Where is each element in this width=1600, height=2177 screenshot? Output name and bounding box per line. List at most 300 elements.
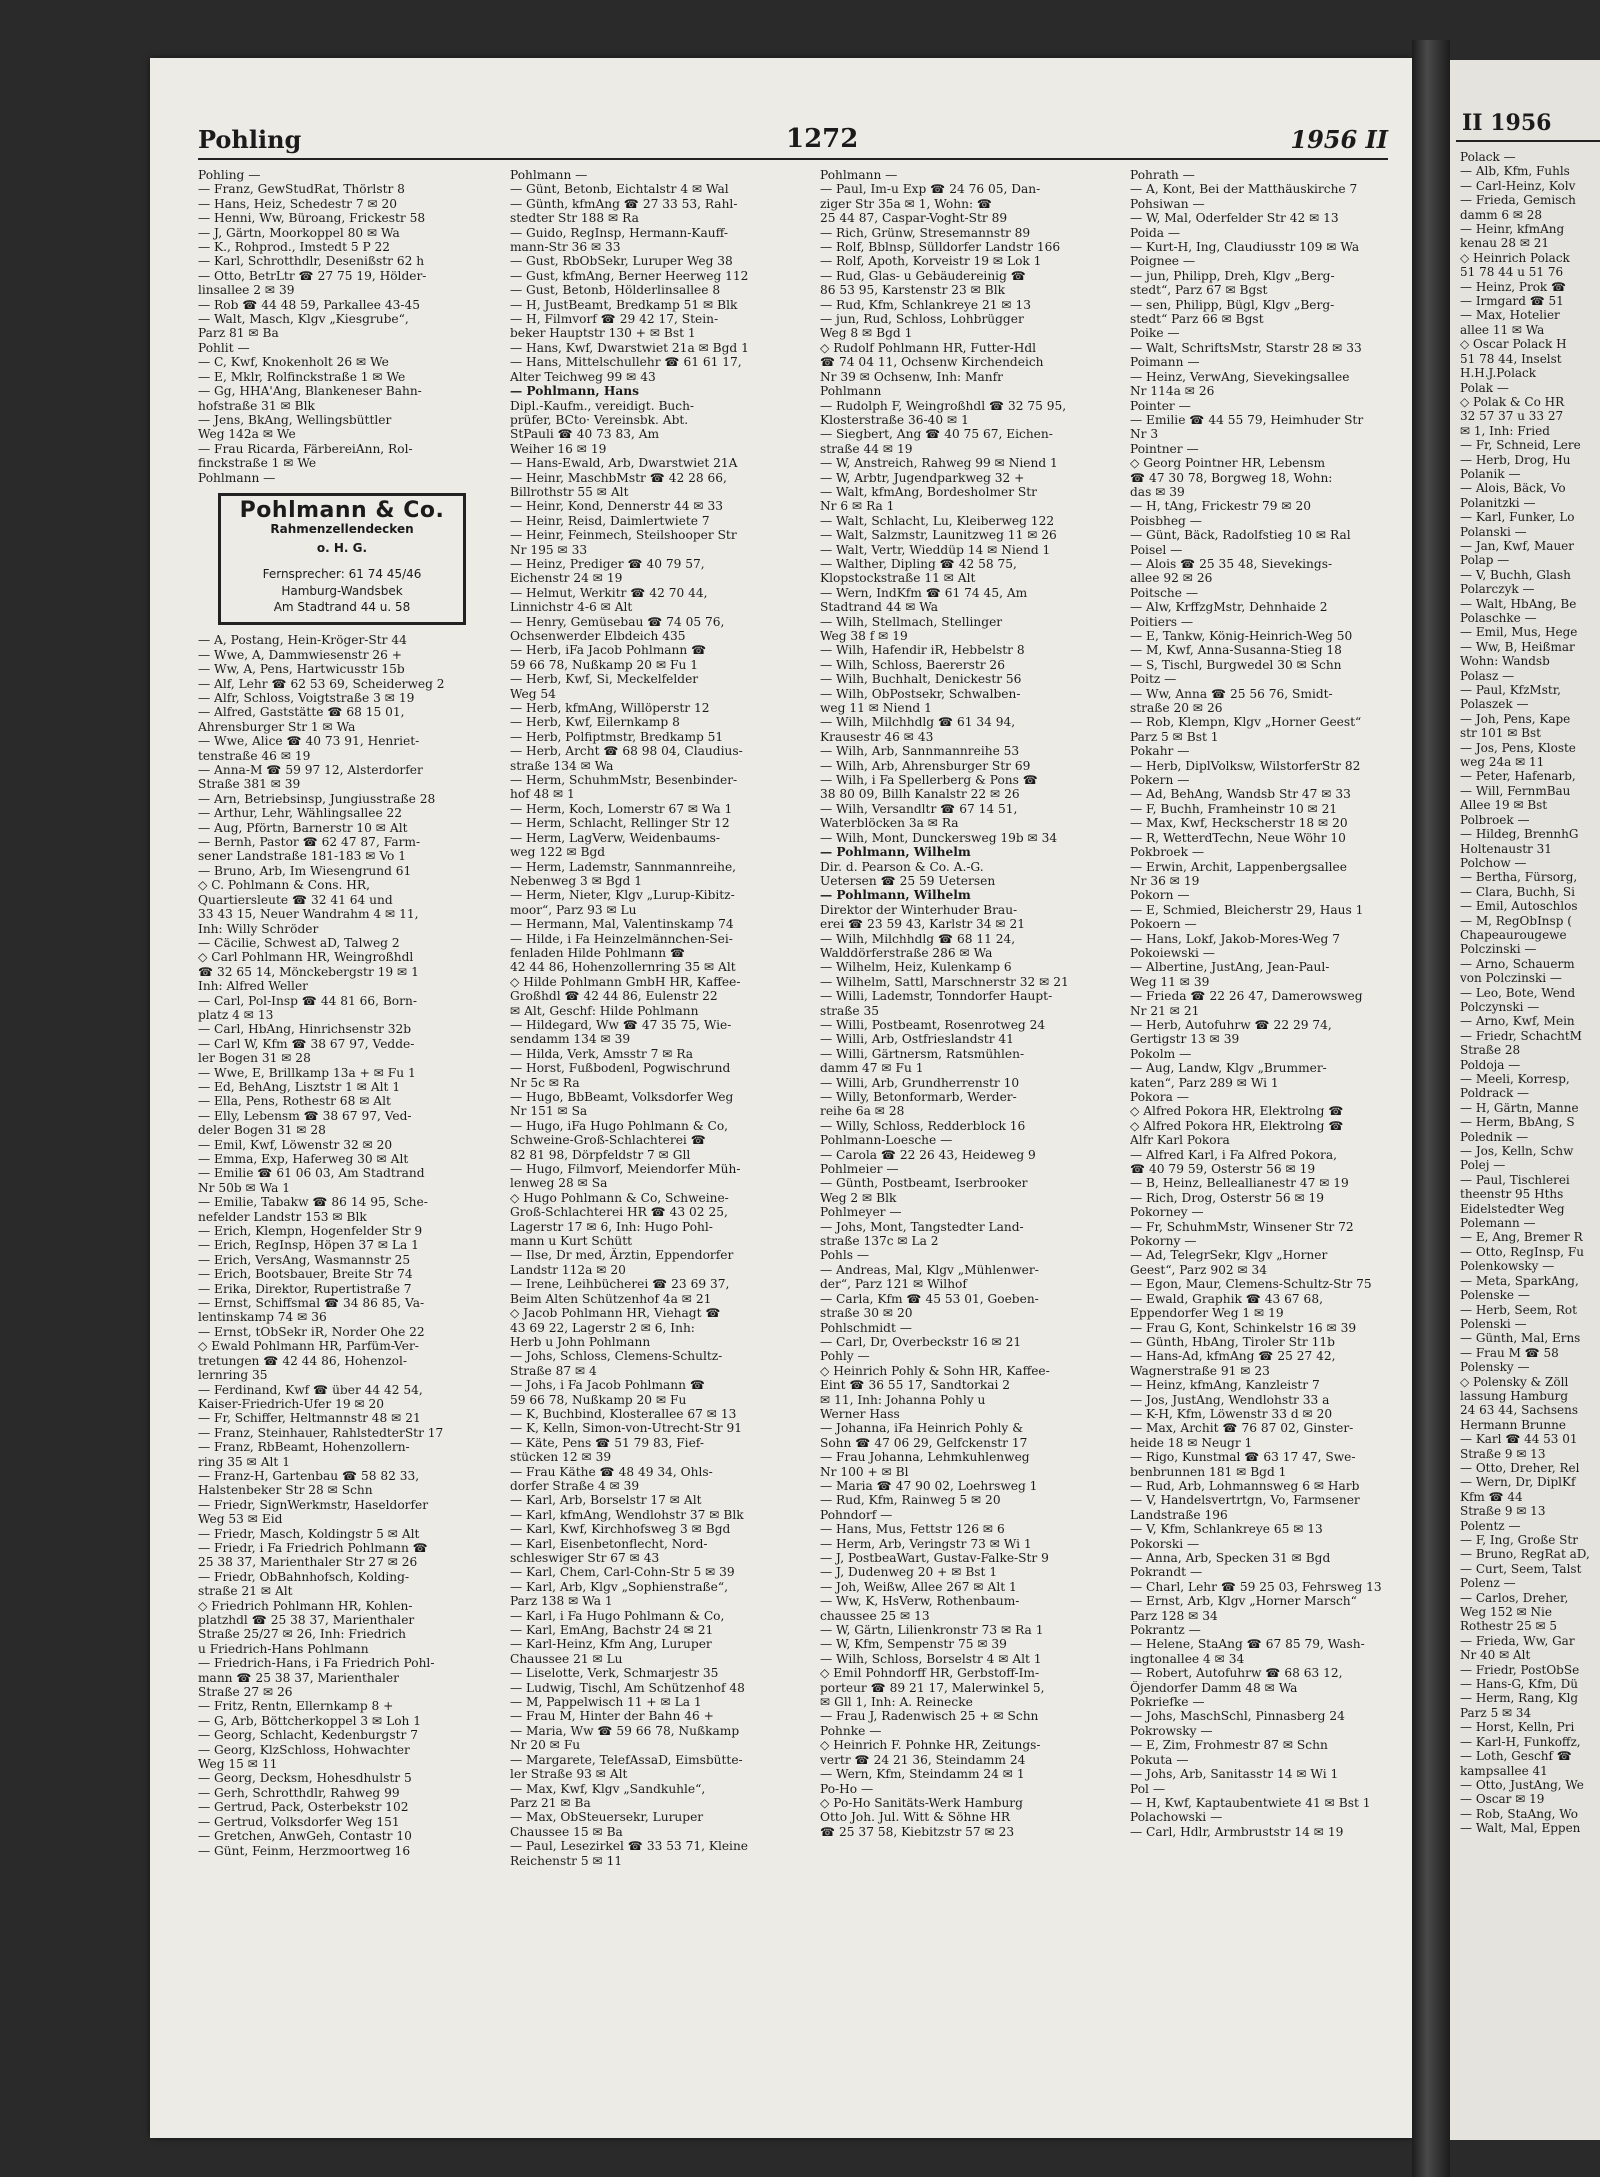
directory-entry-line: — Gust, Betonb, Hölderlinsallee 8 — [510, 283, 721, 298]
directory-entry-line: vertr ☎ 24 21 36, Steindamm 24 — [820, 1752, 1026, 1767]
directory-entry-line: Sohn ☎ 47 06 29, Gelfckenstr 17 — [820, 1435, 1028, 1450]
directory-entry-line: Nr 3 — [1130, 427, 1159, 442]
directory-entry-line: Straße 25/27 ✉ 26, Inh: Friedrich — [198, 1627, 406, 1642]
directory-entry-line: — Carola ☎ 22 26 43, Heideweg 9 — [820, 1147, 1036, 1162]
directory-entry-line: Polachowski — — [1130, 1810, 1223, 1825]
facing-entry-line: Chapeaurougewe — [1460, 927, 1567, 942]
directory-entry-line: — Walt, Salzmstr, Launitzweg 11 ✉ 26 — [820, 528, 1057, 543]
directory-entry-line: — Franz, GewStudRat, Thörlstr 8 — [198, 182, 405, 197]
directory-entry-line: — Wwe, Alice ☎ 40 73 91, Henriet- — [198, 734, 420, 749]
directory-entry-line: Pointner — — [1130, 441, 1199, 456]
directory-entry-line: — Paul, Lesezirkel ☎ 33 53 71, Kleine — [510, 1839, 749, 1854]
directory-entry-line: — Wilhelm, Heiz, Kulenkamp 6 — [820, 960, 1012, 975]
directory-page — [150, 58, 1412, 2138]
column-2 — [510, 168, 800, 2078]
directory-entry-line: — K, Buchbind, Klosterallee 67 ✉ 13 — [510, 1406, 737, 1421]
facing-entry-line: Poldrack — — [1460, 1086, 1530, 1101]
directory-entry-line: — Herm, Arb, Veringstr 73 ✉ Wi 1 — [820, 1536, 1032, 1551]
directory-entry-line: — Hilda, Verk, Amsstr 7 ✉ Ra — [510, 1046, 694, 1061]
facing-entry-line: Polednik — — [1460, 1129, 1529, 1144]
directory-entry-line: — Heinr, Kond, Dennerstr 44 ✉ 33 — [510, 499, 723, 514]
directory-entry-line: — Albertine, JustAng, Jean-Paul- — [1130, 960, 1330, 975]
directory-entry-line: — Karl, Schrotthdlr, Desenißstr 62 h — [198, 254, 425, 269]
directory-entry-line: — E, Schmied, Bleicherstr 29, Haus 1 — [1130, 902, 1364, 917]
facing-entry-line: — Ww, B, Heißmar — [1460, 639, 1575, 654]
facing-entry-line: — Arno, Kwf, Mein — [1460, 1014, 1575, 1029]
directory-entry-line: — F, Buchh, Framheinstr 10 ✉ 21 — [1130, 801, 1338, 816]
directory-entry-line: 33 43 15, Neuer Wandrahm 4 ✉ 11, — [198, 907, 419, 922]
directory-entry-line: Pokorski — — [1130, 1536, 1200, 1551]
directory-entry-line: — Andreas, Mal, Klgv „Mühlenwer- — [820, 1262, 1039, 1277]
facing-entry-line: Polej — — [1460, 1158, 1506, 1173]
directory-entry-line: Pohlit — — [198, 340, 250, 355]
directory-entry-line: — E, Tankw, König-Heinrich-Weg 50 — [1130, 629, 1353, 643]
directory-entry-line: ◇ Alfred Pokora HR, Elektrolng ☎ — [1130, 1118, 1344, 1133]
directory-entry-line: der“, Parz 121 ✉ Wilhof — [820, 1277, 967, 1292]
directory-entry-line: linsallee 2 ✉ 39 — [198, 283, 295, 298]
directory-entry-line: Nr 195 ✉ 33 — [510, 542, 588, 557]
directory-entry-line: — Hugo, iFa Hugo Pohlmann & Co, — [510, 1118, 729, 1133]
directory-entry-line: — Elly, Lebensm ☎ 38 67 97, Ved- — [198, 1108, 412, 1123]
directory-entry-line: — Herb, DiplVolksw, WilstorferStr 82 — [1130, 758, 1361, 773]
facing-entry-line: Polczinski — — [1460, 942, 1537, 957]
directory-entry-line: — Hugo, Filmvorf, Meiendorfer Müh- — [510, 1162, 741, 1177]
directory-entry-line: — Bernh, Pastor ☎ 62 47 87, Farm- — [198, 835, 421, 850]
directory-entry-line: — Emilie ☎ 61 06 03, Am Stadtrand — [198, 1166, 425, 1181]
facing-entry-line: — Emil, Autoschlos — [1460, 899, 1578, 914]
directory-entry-line: Pohnke — — [820, 1723, 882, 1738]
directory-entry-line: — Johs, i Fa Jacob Pohlmann ☎ — [510, 1378, 706, 1393]
directory-entry-line: u Friedrich-Hans Pohlmann — [198, 1641, 369, 1656]
directory-entry-line: Inh: Willy Schröder — [198, 921, 319, 936]
directory-entry-line: Pohling — — [198, 168, 261, 182]
directory-entry-line: Pokbroek — — [1130, 845, 1205, 860]
directory-entry-line: — J, Dudenweg 20 + ✉ Bst 1 — [820, 1565, 998, 1580]
directory-entry-line: — Hans, Kwf, Dwarstwiet 21a ✉ Bgd 1 — [510, 340, 749, 355]
directory-entry-line: Parz 81 ✉ Ba — [198, 326, 279, 341]
advert-line2: o. H. G. — [316, 540, 368, 555]
directory-entry-line: — Wilh, Stellmach, Stellinger — [820, 614, 1003, 629]
directory-entry-line: prüfer, BCto· Vereinsbk. Abt. — [510, 412, 689, 427]
facing-entry-line: — Curt, Seem, Talst — [1460, 1561, 1582, 1576]
directory-entry-line: — Karl-Heinz, Kfm Ang, Luruper — [510, 1637, 712, 1652]
directory-entry-line: Pokern — — [1130, 773, 1190, 788]
directory-entry-line: Straße 27 ✉ 26 — [198, 1685, 293, 1700]
facing-entry-line: — Wern, Dr, DiplKf — [1460, 1475, 1576, 1490]
directory-entry-line: beker Hauptstr 130 + ✉ Bst 1 — [510, 326, 696, 341]
facing-entry-line: Straße 28 — [1460, 1043, 1521, 1058]
directory-entry-line: sener Landstraße 181-183 ✉ Vo 1 — [198, 849, 406, 864]
directory-entry-line: — Emil, Kwf, Löwenstr 32 ✉ 20 — [198, 1137, 393, 1152]
directory-entry-line: stedt“, Parz 67 ✉ Bgst — [1130, 283, 1268, 298]
directory-entry-line: ☎ 74 04 11, Ochsenw Kirchendeich — [820, 355, 1044, 370]
directory-entry-line: — Herm, Schlacht, Rellinger Str 12 — [510, 816, 730, 831]
directory-entry-line: fenladen Hilde Pohlmann ☎ — [510, 945, 686, 960]
directory-entry-line: — Günth, HbAng, Tiroler Str 11b — [1130, 1334, 1335, 1349]
directory-entry-line: — Walt, Masch, Klgv „Kiesgrube“, — [198, 312, 409, 327]
directory-entry-line: — Cäcilie, Schwest aD, Talweg 2 — [198, 935, 400, 950]
book-gutter — [1412, 40, 1450, 2177]
facing-entry-line: — Loth, Geschf ☎ — [1460, 1749, 1572, 1764]
directory-entry-line: — K., Rohprod., Imstedt 5 P 22 — [198, 240, 391, 255]
directory-entry-line: lenweg 28 ✉ Sa — [510, 1176, 608, 1191]
directory-entry-line: — Rob, Klempn, Klgv „Horner Geest“ — [1130, 715, 1362, 730]
directory-entry-line: — Karl, EmAng, Bachstr 24 ✉ 21 — [510, 1623, 714, 1638]
directory-entry-line: Pokahr — — [1130, 744, 1190, 759]
directory-entry-line: — Wilh, Schloss, Borselstr 4 ✉ Alt 1 — [820, 1651, 1042, 1666]
directory-entry-line: mann-Str 36 ✉ 33 — [510, 240, 621, 255]
directory-entry-line: — Friedr, ObBahnhofsch, Kolding- — [198, 1569, 410, 1584]
directory-entry-line: — R, WetterdTechn, Neue Wöhr 10 — [1130, 830, 1346, 845]
directory-entry-line: — Johs, MaschSchl, Pinnasberg 24 — [1130, 1709, 1345, 1724]
directory-entry-line: — Günt, Bäck, Radolfstieg 10 ✉ Ral — [1130, 528, 1351, 543]
directory-entry-line: — Emma, Exp, Haferweg 30 ✉ Alt — [198, 1152, 409, 1166]
facing-entry-line: 32 57 37 u 33 27 — [1460, 409, 1564, 424]
directory-entry-line: — Ad, TelegrSekr, Klgv „Horner — [1130, 1248, 1328, 1263]
facing-entry-line: — Walt, HbAng, Be — [1460, 596, 1577, 611]
header-left: Pohling — [198, 125, 302, 154]
directory-entry-line: — Karl, Kwf, Kirchhofsweg 3 ✉ Bgd — [510, 1522, 731, 1537]
directory-entry-line: Groß-Schlachterei HR ☎ 43 02 25, — [510, 1205, 728, 1220]
directory-entry-line: — K-H, Kfm, Löwenstr 33 d ✉ 20 — [1130, 1406, 1333, 1421]
directory-entry-line: — Friedr, i Fa Friedrich Pohlmann ☎ — [198, 1540, 428, 1555]
directory-entry-line: ◇ Rudolf Pohlmann HR, Futter-Hdl — [820, 340, 1037, 355]
directory-entry-line: — jun, Philipp, Dreh, Klgv „Berg- — [1130, 268, 1335, 283]
directory-entry-line: — W, Anstreich, Rahweg 99 ✉ Niend 1 — [820, 456, 1058, 471]
facing-entry-line: Polanitzki — — [1460, 495, 1536, 510]
facing-entry-line: — Walt, Mal, Eppen — [1460, 1821, 1581, 1836]
directory-entry-line: Weg 11 ✉ 39 — [1130, 974, 1210, 989]
directory-entry-line: — Carl, Dr, Overbeckstr 16 ✉ 21 — [820, 1334, 1022, 1349]
facing-entry-line: — Leo, Bote, Wend — [1460, 985, 1576, 1000]
directory-entry-line: — Karl, Chem, Carl-Cohn-Str 5 ✉ 39 — [510, 1565, 735, 1580]
facing-entry-line: — Carl-Heinz, Kolv — [1460, 178, 1576, 193]
directory-entry-line: — Alfr, Schloss, Voigtstraße 3 ✉ 19 — [198, 691, 415, 705]
directory-entry-line: — Arthur, Lehr, Wählingsallee 22 — [198, 806, 403, 821]
facing-entry-line: — Frieda, Gemisch — [1460, 193, 1576, 208]
directory-entry-line: — Rudolph F, Weingroßhdl ☎ 32 75 95, — [820, 398, 1067, 413]
directory-entry-line: heide 18 ✉ Neugr 1 — [1130, 1435, 1253, 1450]
directory-entry-line: ziger Str 35a ✉ 1, Wohn: ☎ — [820, 196, 993, 211]
facing-entry-line: Polanski — — [1460, 524, 1527, 539]
directory-entry-line: — A, Postang, Hein-Kröger-Str 44 — [198, 633, 407, 648]
directory-entry-line: — Wern, IndKfm ☎ 61 74 45, Am — [820, 585, 1028, 600]
directory-entry-line: — Guido, RegInsp, Hermann-Kauff- — [510, 225, 728, 240]
directory-entry-line: — Wwe, A, Dammwiesenstr 26 + — [198, 647, 402, 662]
directory-entry-line: — Ww, A, Pens, Hartwicusstr 15b — [198, 662, 405, 677]
directory-entry-line: ingtonallee 4 ✉ 34 — [1130, 1651, 1245, 1666]
directory-entry-line: katen“, Parz 289 ✉ Wi 1 — [1130, 1075, 1279, 1090]
directory-entry-line: — Max, Kwf, Heckscherstr 18 ✉ 20 — [1130, 816, 1348, 831]
directory-entry-line: — Hugo, BbBeamt, Volksdorfer Weg — [510, 1090, 734, 1104]
directory-entry-line: Stadtrand 44 ✉ Wa — [820, 600, 939, 615]
directory-entry-line: Weiher 16 ✉ 19 — [510, 441, 607, 456]
directory-entry-line: 59 66 78, Nußkamp 20 ✉ Fu 1 — [510, 657, 698, 672]
facing-entry-line: Polbroek — — [1460, 812, 1530, 827]
directory-entry-line: — Hans, Lokf, Jakob-Mores-Weg 7 — [1130, 931, 1340, 946]
directory-entry-line: — Ww, K, HsVerw, Rothenbaum- — [820, 1594, 1020, 1609]
facing-entry-line: — Frieda, Ww, Gar — [1460, 1633, 1575, 1648]
directory-entry-line: — Hans, Mus, Fettstr 126 ✉ 6 — [820, 1522, 1005, 1537]
directory-entry-line: — Fr, SchuhmMstr, Winsener Str 72 — [1130, 1219, 1354, 1234]
directory-entry-line: Klosterstraße 36-40 ✉ 1 — [820, 412, 969, 427]
directory-entry-line: — Ad, BehAng, Wandsb Str 47 ✉ 33 — [1130, 787, 1351, 802]
facing-entry-line: Polenz — — [1460, 1576, 1516, 1591]
directory-entry-line: Eichenstr 24 ✉ 19 — [510, 571, 623, 586]
facing-entry-line: — Bertha, Fürsorg, — [1460, 870, 1578, 885]
facing-entry-line: — V, Buchh, Glash — [1460, 567, 1571, 582]
directory-entry-line: Pokoern — — [1130, 917, 1197, 932]
directory-entry-line: — Maria ☎ 47 90 02, Loehrsweg 1 — [820, 1478, 1038, 1493]
advert-name: Pohlmann & Co. — [239, 497, 445, 523]
directory-entry-line: — Karl, kfmAng, Wendlohstr 37 ✉ Blk — [510, 1507, 744, 1522]
facing-entry-line: — Karl, Funker, Lo — [1460, 510, 1575, 525]
directory-entry-line: Pohlmann — [820, 384, 882, 399]
directory-entry-line: Halstenbeker Str 28 ✉ Schn — [198, 1483, 373, 1498]
directory-entry-line: — Bruno, Arb, Im Wiesengrund 61 — [198, 863, 412, 878]
directory-entry-line: — Wilh, Versandltr ☎ 67 14 51, — [820, 801, 1018, 816]
facing-entry-line: — Clara, Buchh, Si — [1460, 884, 1575, 899]
facing-entry-line: Polchow — — [1460, 855, 1527, 870]
directory-entry-line: Nr 39 ✉ Ochsenw, Inh: Manfr — [820, 369, 1003, 384]
directory-entry-line: platz 4 ✉ 13 — [198, 1007, 274, 1022]
directory-entry-line: — Erwin, Archit, Lappenbergsallee — [1130, 859, 1347, 874]
facing-entry-line: Parz 5 ✉ 34 — [1460, 1705, 1532, 1720]
directory-entry-line: Pohlmann — — [198, 470, 276, 485]
directory-entry-line: — Willi, Arb, Grundherrenstr 10 — [820, 1075, 1020, 1090]
facing-entry-line: Holtenaustr 31 — [1460, 841, 1552, 856]
directory-entry-line: — V, Handelsvertrtgn, Vo, Farmsener — [1130, 1493, 1360, 1508]
directory-entry-line: — Margarete, TelefAssaD, Eimsbütte- — [510, 1752, 743, 1767]
directory-entry-line: Pokolm — — [1130, 1046, 1192, 1061]
directory-entry-line: sendamm 134 ✉ 39 — [510, 1032, 631, 1047]
directory-entry-line: — Helene, StaAng ☎ 67 85 79, Wash- — [1130, 1637, 1365, 1652]
directory-entry-line: — Robert, Autofuhrw ☎ 68 63 12, — [1130, 1666, 1343, 1681]
directory-entry-line: — H, Filmvorf ☎ 29 42 17, Stein- — [510, 312, 719, 327]
directory-entry-line: ◇ Carl Pohlmann HR, Weingroßhdl — [198, 950, 414, 965]
directory-entry-line: — Alf, Lehr ☎ 62 53 69, Scheiderweg 2 — [198, 676, 445, 691]
directory-entry-line: — Emilie ☎ 44 55 79, Heimhuder Str — [1130, 412, 1364, 427]
directory-entry-line: — Wilh, Buchhalt, Denickestr 56 — [820, 672, 1022, 687]
directory-entry-line: — Frau M, Hinter der Bahn 46 + — [510, 1709, 714, 1724]
directory-entry-line: — M, Kwf, Anna-Susanna-Stieg 18 — [1130, 643, 1342, 658]
directory-entry-line: — Frau Ricarda, FärbereiAnn, Rol- — [198, 441, 413, 456]
facing-entry-line: Straße 9 ✉ 13 — [1460, 1446, 1546, 1461]
directory-entry-line: Pokrantz — — [1130, 1623, 1201, 1638]
directory-entry-line: Pokorney — — [1130, 1205, 1204, 1220]
facing-entry-line: — Alb, Kfm, Fuhls — [1460, 164, 1570, 179]
directory-entry-line: Gertigstr 13 ✉ 39 — [1130, 1032, 1240, 1047]
directory-entry-line: — Heinr, Feinmech, Steilshooper Str — [510, 528, 737, 543]
directory-entry-line: Eppendorfer Weg 1 ✉ 19 — [1130, 1306, 1284, 1321]
directory-entry-line: — Georg, KlzSchloss, Hohwachter — [198, 1742, 410, 1757]
directory-entry-line: stücken 12 ✉ 39 — [510, 1450, 612, 1465]
directory-entry-line: — Herm, SchuhmMstr, Besenbinder- — [510, 773, 738, 788]
advert-line5: Am Stadtrand 44 u. 58 — [273, 599, 411, 614]
directory-entry-line: ✉ 11, Inh: Johanna Pohly u — [820, 1392, 986, 1407]
facing-entry-line: Polarczyk — — [1460, 582, 1535, 597]
directory-entry-line: — Anna-M ☎ 59 97 12, Alsterdorfer — [198, 763, 423, 778]
directory-entry-line: — Carl W, Kfm ☎ 38 67 97, Vedde- — [198, 1036, 415, 1051]
directory-entry-line: stedt“ Parz 66 ✉ Bgst — [1130, 312, 1264, 327]
directory-entry-line: 42 44 86, Hohenzollernring 35 ✉ Alt — [510, 960, 736, 975]
directory-entry-line: Herb u John Pohlmann — [510, 1334, 651, 1349]
directory-entry-line: Schweine-Groß-Schlachterei ☎ — [510, 1133, 706, 1148]
directory-entry-line: Weg 38 f ✉ 19 — [820, 629, 908, 643]
directory-entry-line: — Otto, BetrLtr ☎ 27 75 19, Hölder- — [198, 268, 427, 283]
directory-entry-line: — Rich, Grünw, Stresemannstr 89 — [820, 225, 1031, 240]
directory-entry-line: straße 134 ✉ Wa — [510, 758, 614, 773]
directory-entry-line: Poisbheg — — [1130, 513, 1202, 528]
directory-entry-line: — A, Kont, Bei der Matthäuskirche 7 — [1130, 182, 1358, 197]
directory-entry-line: — Johs, Schloss, Clemens-Schultz- — [510, 1349, 723, 1364]
directory-entry-line: — Herm, LagVerw, Weidenbaums- — [510, 830, 720, 845]
directory-entry-line: — Herb, Polfiptmstr, Bredkamp 51 — [510, 729, 724, 744]
directory-entry-line: — Willi, Gärtnersm, Ratsmühlen- — [820, 1046, 1025, 1061]
directory-entry-line: Pohlschmidt — — [820, 1320, 912, 1335]
facing-entry-line: — Irmgard ☎ 51 — [1460, 294, 1564, 309]
directory-entry-line: Nr 21 ✉ 21 — [1130, 1003, 1200, 1018]
facing-entry-line: — Heinz, Prok ☎ — [1460, 279, 1566, 294]
directory-entry-line: — Fr, Schiffer, Heltmannstr 48 ✉ 21 — [198, 1411, 421, 1426]
directory-entry-line: straße 20 ✉ 26 — [1130, 701, 1223, 716]
directory-entry-line: — Ferdinand, Kwf ☎ über 44 42 54, — [198, 1382, 423, 1397]
directory-entry-line: — Hans, Heiz, Schedestr 7 ✉ 20 — [198, 196, 398, 211]
directory-entry-line: — Liselotte, Verk, Schmarjestr 35 — [510, 1666, 719, 1681]
facing-entry-line: — Herb, Seem, Rot — [1460, 1302, 1577, 1317]
directory-entry-line: ◇ Alfred Pokora HR, Elektrolng ☎ — [1130, 1104, 1344, 1119]
directory-entry-line: ring 35 ✉ Alt 1 — [198, 1454, 290, 1469]
facing-entry-line: — Alois, Bäck, Vo — [1460, 481, 1566, 496]
facing-entry-line: — Will, FernmBau — [1460, 783, 1571, 798]
directory-entry-line: — Max, Archit ☎ 76 87 02, Ginster- — [1130, 1421, 1354, 1436]
directory-entry-line: Pokrandt — — [1130, 1565, 1203, 1580]
directory-entry-line: — Franz, Steinhauer, RahlstedterStr 17 — [198, 1425, 444, 1440]
directory-entry-line: das ✉ 39 — [1130, 484, 1185, 499]
directory-entry-line: ◇ Georg Pointner HR, Lebensm — [1130, 456, 1326, 471]
directory-entry-line: — Rud, Glas- u Gebäudereinig ☎ — [820, 268, 1026, 283]
directory-entry-line: Pokrowsky — — [1130, 1723, 1213, 1738]
directory-entry-line: — Rich, Drog, Osterstr 56 ✉ 19 — [1130, 1190, 1325, 1205]
directory-entry-line: — Franz, RbBeamt, Hohenzollern- — [198, 1440, 410, 1455]
directory-entry-line: Landstr 112a ✉ 20 — [510, 1262, 626, 1277]
directory-entry-line: — S, Tischl, Burgwedel 30 ✉ Schn — [1130, 657, 1342, 672]
facing-entry-line: — M, RegObInsp ( — [1460, 913, 1572, 928]
facing-entry-line: — Otto, JustAng, We — [1460, 1777, 1584, 1792]
directory-entry-line: — Friedr, SignWerkmstr, Haseldorfer — [198, 1497, 429, 1512]
facing-entry-line: Poldoja — — [1460, 1057, 1521, 1072]
directory-entry-line: Poida — — [1130, 225, 1181, 240]
directory-entry-line: straße 44 ✉ 19 — [820, 441, 913, 456]
facing-entry-line: Eidelstedter Weg — [1460, 1201, 1565, 1216]
directory-entry-line: Pohlmann — — [510, 168, 588, 182]
directory-entry-line: — Hermann, Mal, Valentinskamp 74 — [510, 917, 734, 932]
facing-entry-line: — Otto, RegInsp, Fu — [1460, 1244, 1584, 1259]
directory-entry-line: Nebenweg 3 ✉ Bgd 1 — [510, 873, 642, 888]
directory-entry-line: Nr 50b ✉ Wa 1 — [198, 1180, 290, 1195]
directory-entry-line: — B, Heinz, Belleallianestr 47 ✉ 19 — [1130, 1176, 1349, 1191]
facing-entry-line: Polanik — — [1460, 466, 1521, 481]
directory-entry-line: Pohrath — — [1130, 168, 1195, 182]
directory-entry-line: Ochsenwerder Elbdeich 435 — [510, 629, 686, 643]
facing-entry-line: — Herm, BbAng, S — [1460, 1115, 1575, 1130]
directory-entry-line: — Frau G, Kont, Schinkelstr 16 ✉ 39 — [1130, 1320, 1357, 1335]
facing-entry-line: Allee 19 ✉ Bst — [1460, 798, 1548, 813]
directory-entry-line: Chaussee 15 ✉ Ba — [510, 1824, 623, 1839]
directory-entry-line: Poitz — — [1130, 672, 1177, 687]
directory-entry-line: — E, Mklr, Rolfinckstraße 1 ✉ We — [198, 369, 406, 384]
directory-entry-line: — Wern, Kfm, Steindamm 24 ✉ 1 — [820, 1767, 1025, 1782]
directory-entry-line: — Wilh, Hafendir iR, Hebbelstr 8 — [820, 643, 1025, 658]
directory-entry-line: — Georg, Decksm, Hohesdhulstr 5 — [198, 1771, 412, 1786]
directory-entry-line: — Ludwig, Tischl, Am Schützenhof 48 — [510, 1680, 745, 1695]
directory-entry-line: — Carla, Kfm ☎ 45 53 01, Goeben- — [820, 1291, 1039, 1306]
facing-entry-line: Polap — — [1460, 553, 1510, 568]
directory-entry-line: — Jens, BkAng, Wellingsbüttler — [198, 412, 392, 427]
directory-entry-line: 43 69 22, Lagerstr 2 ✉ 6, Inh: — [510, 1320, 695, 1335]
directory-entry-line: ☎ 47 30 78, Borgweg 18, Wohn: — [1130, 470, 1333, 485]
directory-entry-line: — Willy, Betonformarb, Werder- — [820, 1090, 1017, 1104]
directory-entry-line: — Frieda ☎ 22 26 47, Damerowsweg — [1130, 989, 1363, 1004]
facing-entry-line: — H, Gärtn, Manne — [1460, 1100, 1579, 1115]
facing-page-header — [1456, 102, 1600, 142]
directory-entry-line: — Willi, Lademstr, Tonndorfer Haupt- — [820, 989, 1053, 1004]
directory-entry-line: Po-Ho — — [820, 1781, 874, 1796]
directory-entry-line: Pokorn — — [1130, 888, 1190, 903]
directory-entry-line: Poitiers — — [1130, 614, 1194, 629]
directory-entry-line: straße 21 ✉ Alt — [198, 1584, 293, 1599]
directory-entry-line: Nr 5c ✉ Ra — [510, 1075, 580, 1090]
facing-entry-line: Polensky — — [1460, 1360, 1530, 1375]
directory-entry-line: — C, Kwf, Knokenholt 26 ✉ We — [198, 355, 389, 370]
directory-entry-line: — G, Arb, Böttcherkoppel 3 ✉ Loh 1 — [198, 1713, 422, 1728]
facing-entry-line: Weg 152 ✉ Nie — [1460, 1605, 1552, 1620]
directory-entry-line: — Erich, VersAng, Wasmannstr 25 — [198, 1252, 411, 1267]
directory-entry-line: — Alois ☎ 25 35 48, Sievekings- — [1130, 556, 1333, 571]
directory-entry-line: Alter Teichweg 99 ✉ 43 — [510, 369, 656, 384]
directory-entry-line: — Ewald, Graphik ☎ 43 67 68, — [1130, 1291, 1323, 1306]
directory-entry-line: — Pohlmann, Hans — [510, 384, 640, 399]
directory-entry-line: 38 80 09, Billh Kanalstr 22 ✉ 26 — [820, 787, 1020, 802]
directory-entry-line: — Ww, Anna ☎ 25 56 76, Smidt- — [1130, 686, 1333, 701]
facing-entry-line: Polenkowsky — — [1460, 1259, 1555, 1274]
facing-entry-line: Polack — — [1460, 150, 1516, 164]
advert-line3: Fernsprecher: 61 74 45/46 — [262, 567, 422, 582]
directory-entry-line: — Gertrud, Volksdorfer Weg 151 — [198, 1814, 400, 1829]
directory-entry-line: — Herm, Nieter, Klgv „Lurup-Kibitz- — [510, 888, 735, 903]
directory-entry-line: 86 53 95, Karstenstr 23 ✉ Blk — [820, 283, 1005, 298]
facing-entry-line: — Paul, Tischlerei — [1460, 1172, 1570, 1187]
facing-entry-line: ◇ Oscar Polack H — [1460, 337, 1567, 352]
directory-entry-line: — Max, Kwf, Klgv „Sandkuhle“, — [510, 1781, 706, 1796]
facing-entry-line: Polenski — — [1460, 1316, 1527, 1331]
facing-entry-line: — Herm, Rang, Klg — [1460, 1691, 1579, 1706]
directory-entry-line: platzhdl ☎ 25 38 37, Marienthaler — [198, 1613, 415, 1627]
directory-entry-line: — Herb, Archt ☎ 68 98 04, Claudius- — [510, 744, 743, 759]
directory-entry-line: — Herb, kfmAng, Willöperstr 12 — [510, 701, 710, 716]
directory-entry-line: — W, Arbtr, Jugendparkweg 32 + — [820, 470, 1025, 485]
directory-entry-line: schleswiger Str 67 ✉ 43 — [510, 1551, 660, 1565]
directory-entry-line: — Pohlmann, Wilhelm — [820, 845, 971, 860]
directory-entry-line: Parz 5 ✉ Bst 1 — [1130, 729, 1219, 744]
facing-entry-line: — Meeli, Korresp, — [1460, 1072, 1570, 1086]
directory-entry-line: Weg 53 ✉ Eid — [198, 1512, 283, 1527]
directory-entry-line: — Charl, Lehr ☎ 59 25 03, Fehrsweg 13 — [1130, 1579, 1382, 1594]
directory-entry-line: — Willi, Arb, Ostfrieslandstr 41 — [820, 1032, 1014, 1047]
directory-entry-line: hofstraße 31 ✉ Blk — [198, 398, 315, 413]
directory-entry-line: — Horst, Fußbodenl, Pogwischrund — [510, 1061, 731, 1076]
directory-entry-line: — Gerh, Schrotthdlr, Rahweg 99 — [198, 1785, 400, 1800]
